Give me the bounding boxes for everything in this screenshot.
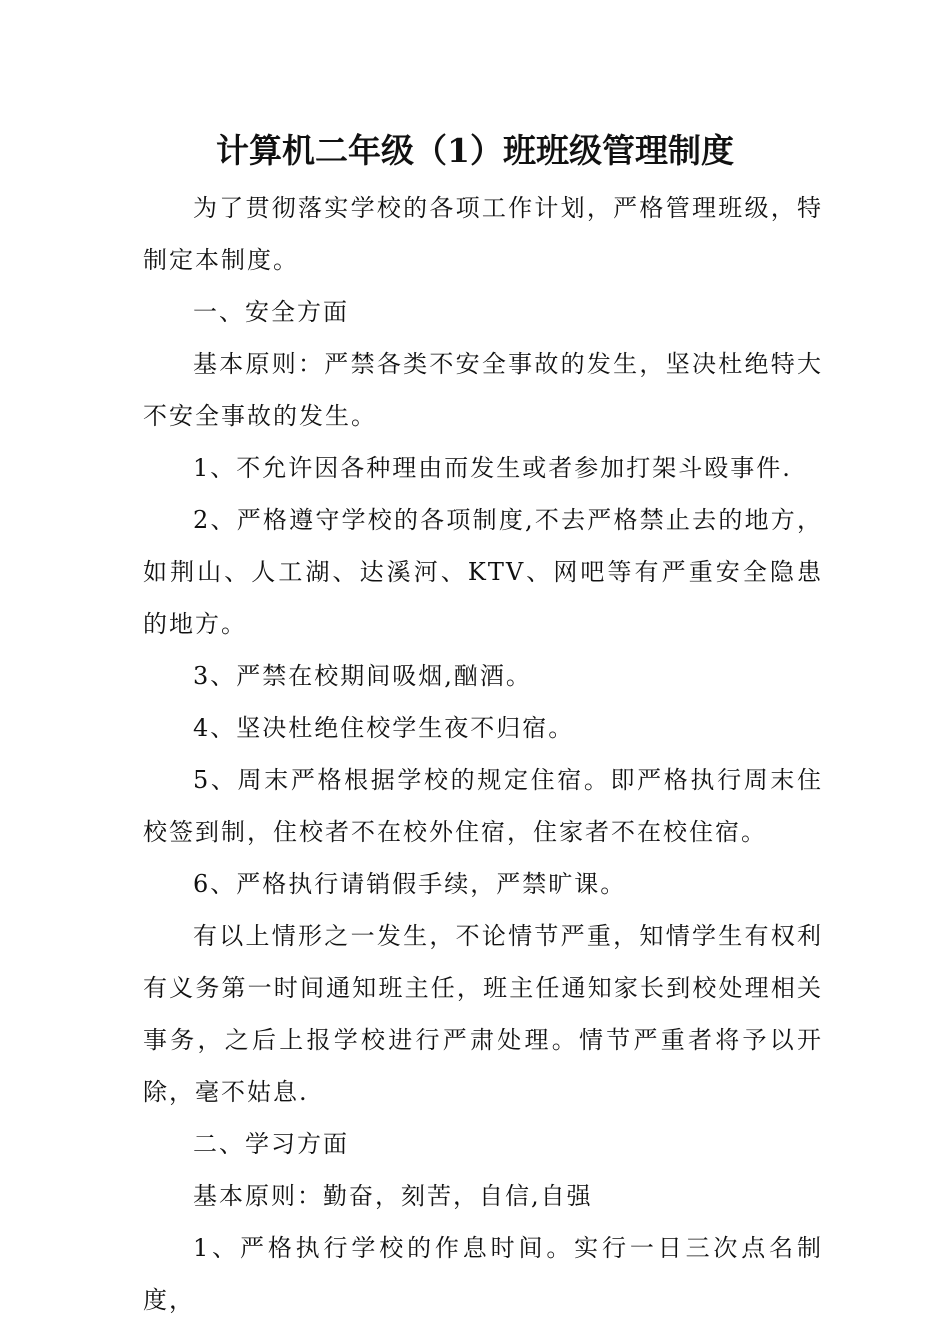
section-heading-study: 二、学习方面 [193,1130,349,1158]
list-item-safety-6: 6、严格执行请销假手续，严禁旷课。 [193,870,627,898]
list-item-safety-2: 2、严格遵守学校的各项制度,不去严格禁止去的地方，如荆山、人工湖、达溪河、KTV、网吧等有严重安全隐患的地方。 [143,506,823,638]
section-heading-safety: 一、安全方面 [193,298,349,326]
paragraph-study-principle: 基本原则：勤奋，刻苦，自信,自强 [193,1182,593,1210]
list-item-safety-1: 1、不允许因各种理由而发生或者参加打架斗殴事件. [193,454,792,482]
document-title: 计算机二年级（1）班班级管理制度 [216,131,734,170]
paragraph-safety-principle: 基本原则：严禁各类不安全事故的发生，坚决杜绝特大不安全事故的发生。 [143,350,823,430]
list-item-safety-3: 3、严禁在校期间吸烟,酗酒。 [193,662,532,690]
paragraph-safety-handling: 有以上情形之一发生，不论情节严重，知情学生有权利有义务第一时间通知班主任，班主任通知家长到校处理相关事务，之后上报学校进行严肃处理。情节严重者将予以开除，毫不姑息. [143,922,823,1106]
list-item-safety-4: 4、坚决杜绝住校学生夜不归宿。 [193,714,575,742]
document-body [143,182,823,1326]
paragraph-intro: 为了贯彻落实学校的各项工作计划，严格管理班级，特制定本制度。 [143,194,823,274]
list-item-safety-5: 5、周末严格根据学校的规定住宿。即严格执行周末住校签到制，住校者不在校外住宿，住家者不在校住宿。 [143,766,823,846]
list-item-study-1: 1、严格执行学校的作息时间。实行一日三次点名制度， [143,1234,823,1314]
